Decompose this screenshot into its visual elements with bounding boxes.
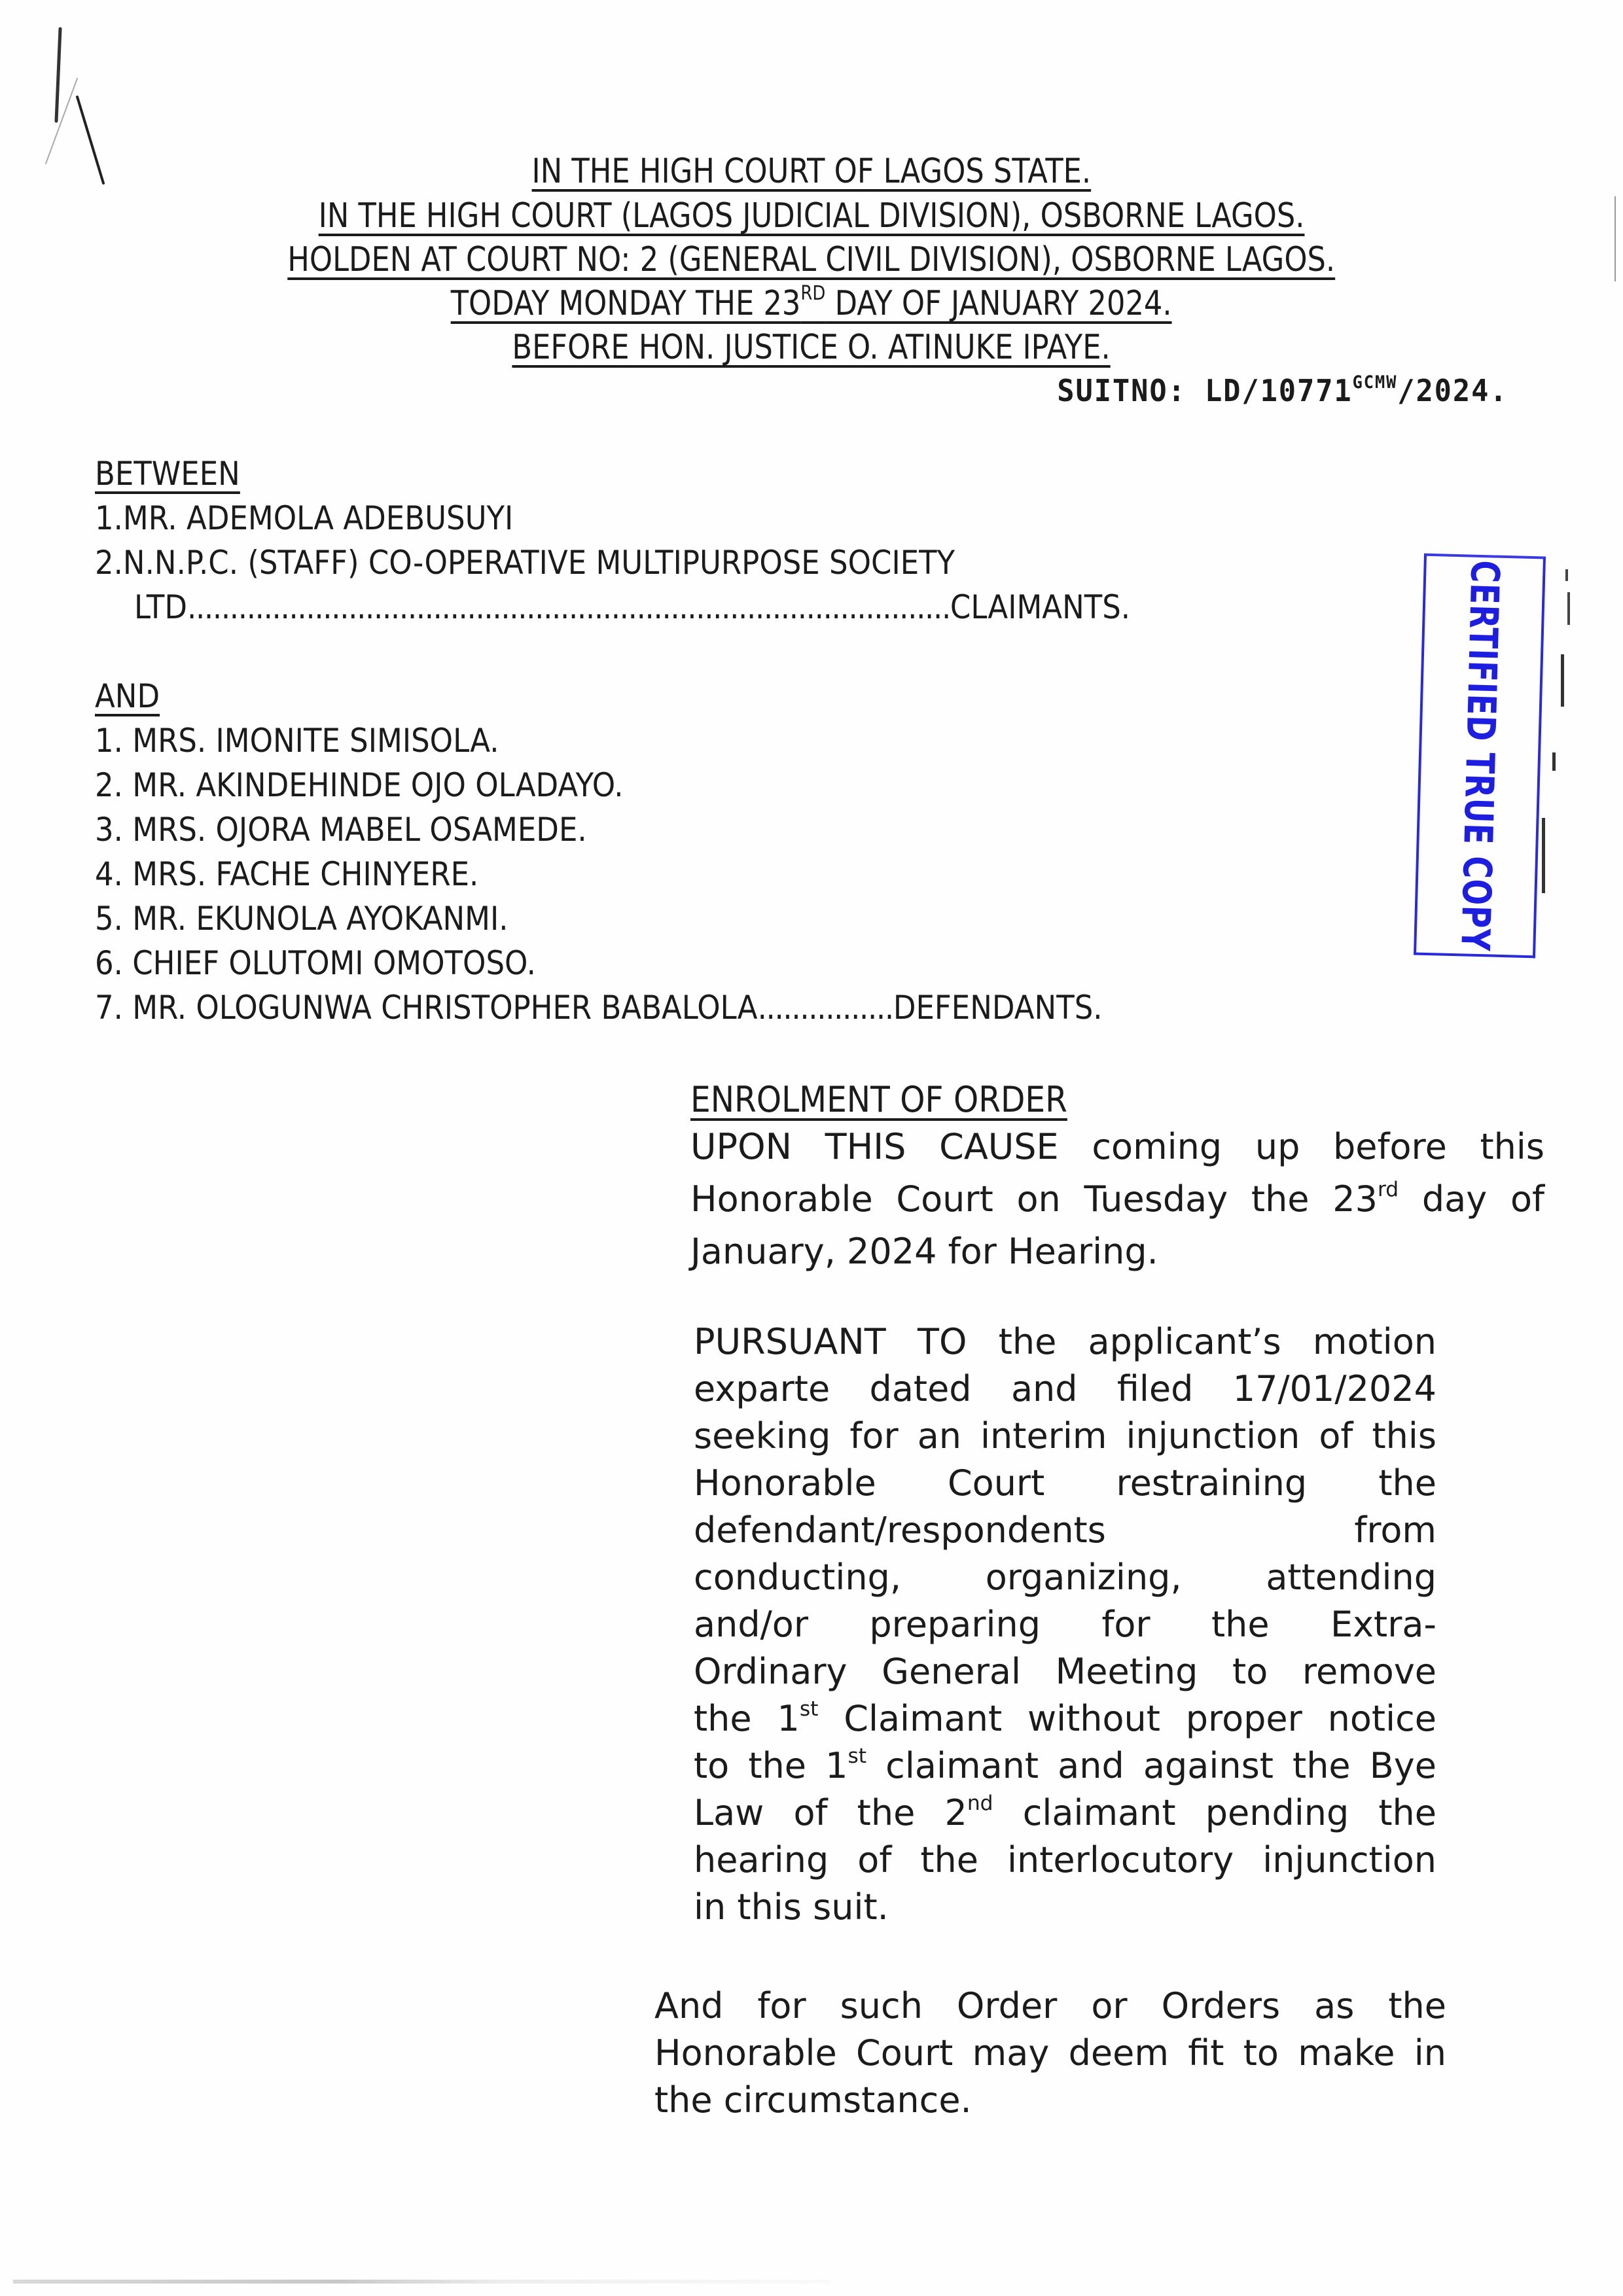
upon-line-post: day of	[1399, 1178, 1544, 1220]
enrolment-section	[690, 1076, 1544, 1278]
pursuant-line: exparte dated and filed 17/01/2024	[694, 1368, 1436, 1409]
and-label: AND	[95, 677, 160, 715]
enrolment-title: ENROLMENT OF ORDER	[690, 1079, 1067, 1120]
pursuant-line-sup: st	[799, 1697, 819, 1721]
pursuant-line: and/or preparing for the Extra-	[694, 1604, 1436, 1645]
upon-line: UPON THIS CAUSE coming up before this	[690, 1126, 1544, 1167]
header-line-division: IN THE HIGH COURT (LAGOS JUDICIAL DIVISION), OSBORNE LAGOS.	[318, 196, 1305, 236]
pursuant-line	[694, 1742, 1436, 1790]
scan-artifact	[1565, 569, 1568, 581]
defendants-label: DEFENDANTS.	[893, 989, 1103, 1027]
claimants-label: CLAIMANTS.	[950, 588, 1131, 626]
defendant-item: 3. MRS. OJORA MABEL OSAMEDE.	[95, 811, 587, 849]
defendant-item: 2. MR. AKINDEHINDE OJO OLADAYO.	[95, 766, 624, 804]
defendant-item: 5. MR. EKUNOLA AYOKANMI.	[95, 900, 508, 938]
defendant-item: 4. MRS. FACHE CHINYERE.	[95, 855, 479, 893]
stamp-text: CERTIFIED TRUE COPY	[1452, 559, 1508, 952]
scan-bottom-edge	[13, 2280, 831, 2284]
pursuant-line-pre: to the 1	[694, 1745, 848, 1786]
scan-edge-line	[1614, 196, 1616, 281]
pursuant-line-sup: st	[847, 1744, 867, 1768]
pursuant-line: hearing of the interlocutory injunction	[694, 1839, 1436, 1881]
closing-line: And for such Order or Orders as the	[654, 1985, 1446, 2026]
defendants-leader: ................	[757, 989, 893, 1027]
upon-line: January, 2024 for Hearing.	[690, 1231, 1158, 1272]
pursuant-line-pre: the 1	[694, 1698, 800, 1739]
scan-artifact	[1567, 592, 1570, 625]
pursuant-line-post: claimant pending the	[993, 1792, 1436, 1833]
pursuant-line-post: Claimant without proper notice	[818, 1698, 1436, 1739]
header-line-holden: HOLDEN AT COURT NO: 2 (GENERAL CIVIL DIVISION), OSBORNE LAGOS.	[287, 240, 1336, 279]
upon-line-sup: rd	[1377, 1177, 1399, 1201]
scan-artifact	[1542, 818, 1545, 893]
closing-line: Honorable Court may deem fit to make in	[654, 2032, 1446, 2074]
defendant-item: 1. MRS. IMONITE SIMISOLA.	[95, 722, 499, 760]
pursuant-line	[694, 1695, 1436, 1742]
header-line-date	[0, 284, 1623, 323]
pursuant-line: Ordinary General Meeting to remove	[694, 1651, 1436, 1692]
suit-number-year: /2024.	[1397, 373, 1508, 408]
certified-true-copy-stamp	[1414, 554, 1546, 959]
header-line-judge: BEFORE HON. JUSTICE O. ATINUKE IPAYE.	[512, 328, 1111, 367]
claimant-item: 1.MR. ADEMOLA ADEBUSUYI	[95, 499, 514, 537]
closing-line: the circumstance.	[654, 2079, 972, 2121]
pursuant-line: seeking for an interim injunction of this	[694, 1415, 1436, 1457]
suit-number-main: SUITNO: LD/10771	[1057, 373, 1353, 408]
date-pre: TODAY MONDAY THE 23	[451, 284, 801, 323]
pursuant-line: in this suit.	[694, 1886, 889, 1928]
claimants-block	[95, 451, 1241, 629]
pursuant-line-pre: Law of the 2	[694, 1792, 967, 1833]
defendant-item: 7. MR. OLOGUNWA CHRISTOPHER BABALOLA	[95, 989, 758, 1027]
upon-line	[690, 1173, 1544, 1226]
pursuant-line: Honorable Court restraining the	[694, 1462, 1436, 1504]
pursuant-line: conducting, organizing, attending	[694, 1557, 1436, 1598]
upon-line-pre: Honorable Court on Tuesday the 23	[690, 1178, 1378, 1220]
upon-paragraph	[690, 1121, 1544, 1278]
pursuant-line-sup: nd	[967, 1791, 993, 1815]
date-post: DAY OF JANUARY 2024.	[825, 284, 1172, 323]
closing-paragraph	[654, 1983, 1446, 2124]
claimant-item: 2.N.N.P.C. (STAFF) CO-OPERATIVE MULTIPURPOSE SOCIETY	[95, 544, 955, 582]
header-line-court: IN THE HIGH COURT OF LAGOS STATE.	[531, 152, 1092, 191]
between-label: BETWEEN	[95, 455, 240, 493]
date-sup: RD	[800, 282, 826, 306]
pursuant-line-post: claimant and against the Bye	[866, 1745, 1436, 1786]
pursuant-line: defendant/respondents from	[694, 1510, 1436, 1551]
claimants-leader: ..........................................................................................	[187, 588, 950, 626]
defendant-item: 6. CHIEF OLUTOMI OMOTOSO.	[95, 944, 536, 982]
scan-artifact	[1561, 654, 1564, 707]
scan-artifact	[1552, 752, 1556, 771]
pursuant-paragraph	[694, 1318, 1436, 1931]
claimant-continuation: LTD	[134, 588, 188, 626]
pursuant-line	[694, 1790, 1436, 1837]
suit-number-sup: GCMW	[1353, 372, 1398, 393]
suit-number	[1058, 373, 1508, 408]
defendants-block	[95, 674, 1215, 1030]
pursuant-line: PURSUANT TO the applicant’s motion	[694, 1321, 1436, 1362]
